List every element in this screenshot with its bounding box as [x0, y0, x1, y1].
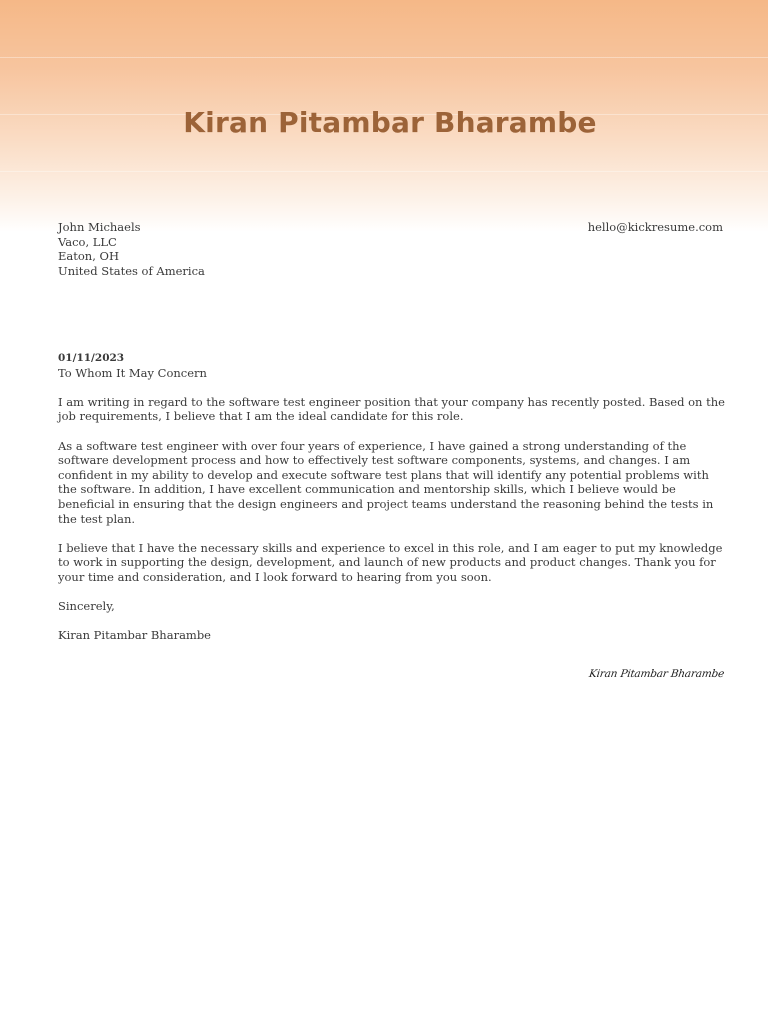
letter-signoff-name: Kiran Pitambar Bharambe — [58, 628, 211, 643]
handwritten-signature: Kiran Pitambar Bharambe — [588, 668, 725, 680]
letter-body — [58, 351, 726, 657]
recipient-address-block — [58, 220, 205, 278]
letter-paragraph: I believe that I have the necessary skills and experience to excel in this role, and I am eager to put my knowledge to work in supporting the design, development, and launch of new products and product changes. Thank you for your time and consideration, and I look forward to hearing from you soon. — [58, 540, 723, 584]
sender-email[interactable]: hello@kickresume.com — [587, 220, 723, 234]
applicant-name-title: Kiran Pitambar Bharambe — [183, 106, 597, 139]
recipient-company: Vaco, LLC — [58, 234, 117, 249]
header-band-line — [0, 171, 768, 172]
letter-paragraph: I am writing in regard to the software test engineer position that your company has recently posted. Based on the job requirements, I believe that I am the ideal candidate for this role. — [58, 394, 725, 424]
header-band-line — [0, 57, 768, 58]
recipient-country: United States of America — [58, 263, 205, 278]
recipient-city: Eaton, OH — [58, 249, 119, 264]
letter-paragraph: As a software test engineer with over four years of experience, I have gained a strong understanding of the software development process and how to effectively test software components, systems, and changes. I am confident in my ability to develop and execute software test plans that will identify any potential problems with the software. In addition, I have excellent communication and mentorship skills, which I believe would be beneficial in ensuring that the design engineers and project teams understand the reasoning behind the tests in the test plan. — [58, 438, 714, 526]
letter-date: 01/11/2023 — [58, 352, 125, 364]
letter-salutation: To Whom It May Concern — [58, 365, 207, 380]
letter-closing: Sincerely, — [58, 599, 115, 614]
recipient-name: John Michaels — [58, 220, 141, 234]
